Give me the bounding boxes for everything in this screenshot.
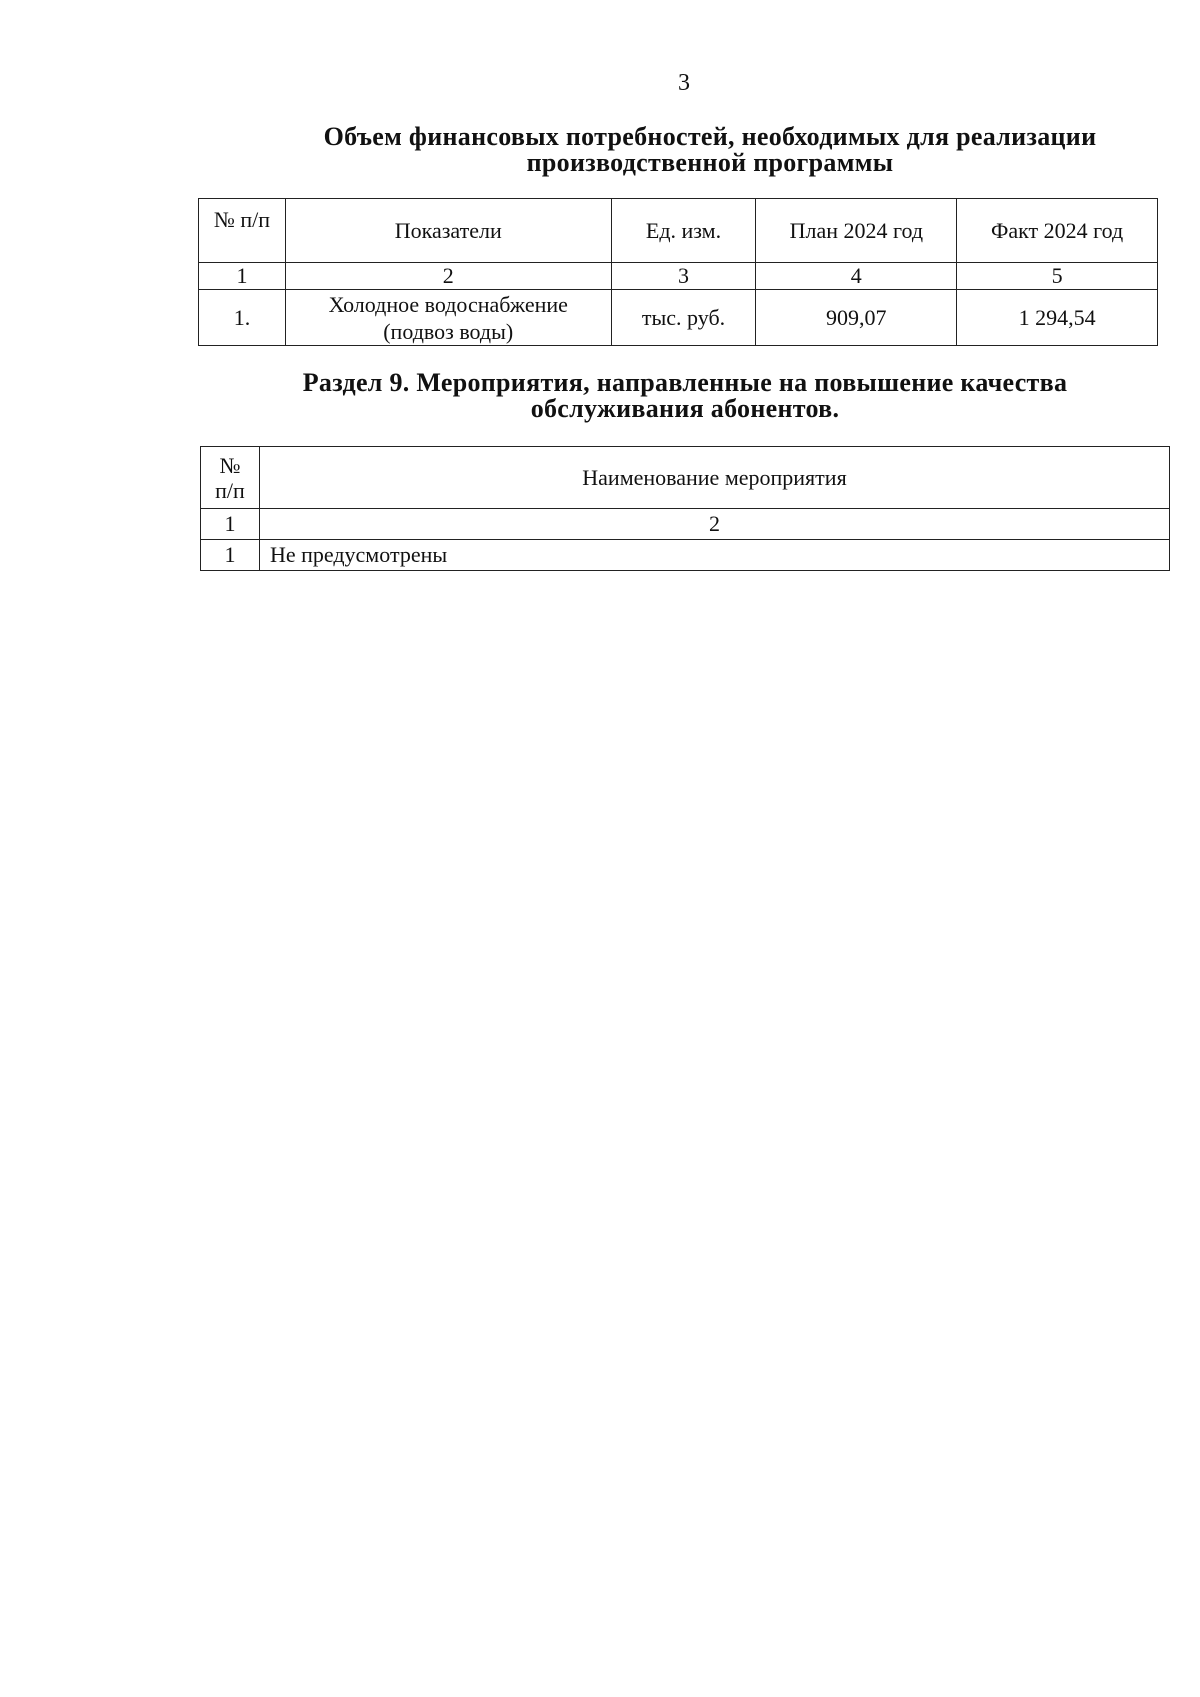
row-fact-value: 1 294,54 [957,290,1158,346]
section9-heading [0,370,1200,422]
header-unit: Ед. изм. [611,199,756,263]
row-num: 1 [201,540,260,571]
row-indicator [285,290,611,346]
header-num: № п/п [199,199,286,263]
column-number: 5 [957,263,1158,290]
column-number: 1 [201,509,260,540]
column-number: 2 [259,509,1169,540]
table-row [199,290,1158,346]
page-number: 3 [678,70,690,96]
header-num-line1: № [219,452,241,478]
column-numbers-row [199,263,1158,290]
section9-heading-line2: обслуживания абонентов. [530,394,840,423]
service-quality-events-table [200,446,1170,571]
header-num [201,447,260,509]
column-numbers-row [201,509,1170,540]
column-number: 2 [285,263,611,290]
row-event-name: Не предусмотрены [259,540,1169,571]
column-number: 1 [199,263,286,290]
row-plan-value: 909,07 [756,290,957,346]
header-event-name: Наименование мероприятия [259,447,1169,509]
financial-needs-table [198,198,1158,346]
header-indicator: Показатели [285,199,611,263]
table-header-row [199,199,1158,263]
column-number: 3 [611,263,756,290]
column-number: 4 [756,263,957,290]
section9-heading-line1: Раздел 9. Мероприятия, направленные на повышение качества [302,368,1068,397]
financial-needs-heading-line1: Объем финансовых потребностей, необходимых для реализации [323,122,1097,151]
row-num: 1. [199,290,286,346]
row-indicator-line1: Холодное водоснабжение [328,291,568,317]
header-plan: План 2024 год [756,199,957,263]
header-fact: Факт 2024 год [957,199,1158,263]
row-indicator-line2: (подвоз воды) [383,318,514,344]
row-unit: тыс. руб. [611,290,756,346]
table-row [201,540,1170,571]
header-num-line2: п/п [215,477,245,503]
financial-needs-heading [0,124,1200,176]
table-header-row [201,447,1170,509]
financial-needs-heading-line2: производственной программы [526,148,894,177]
